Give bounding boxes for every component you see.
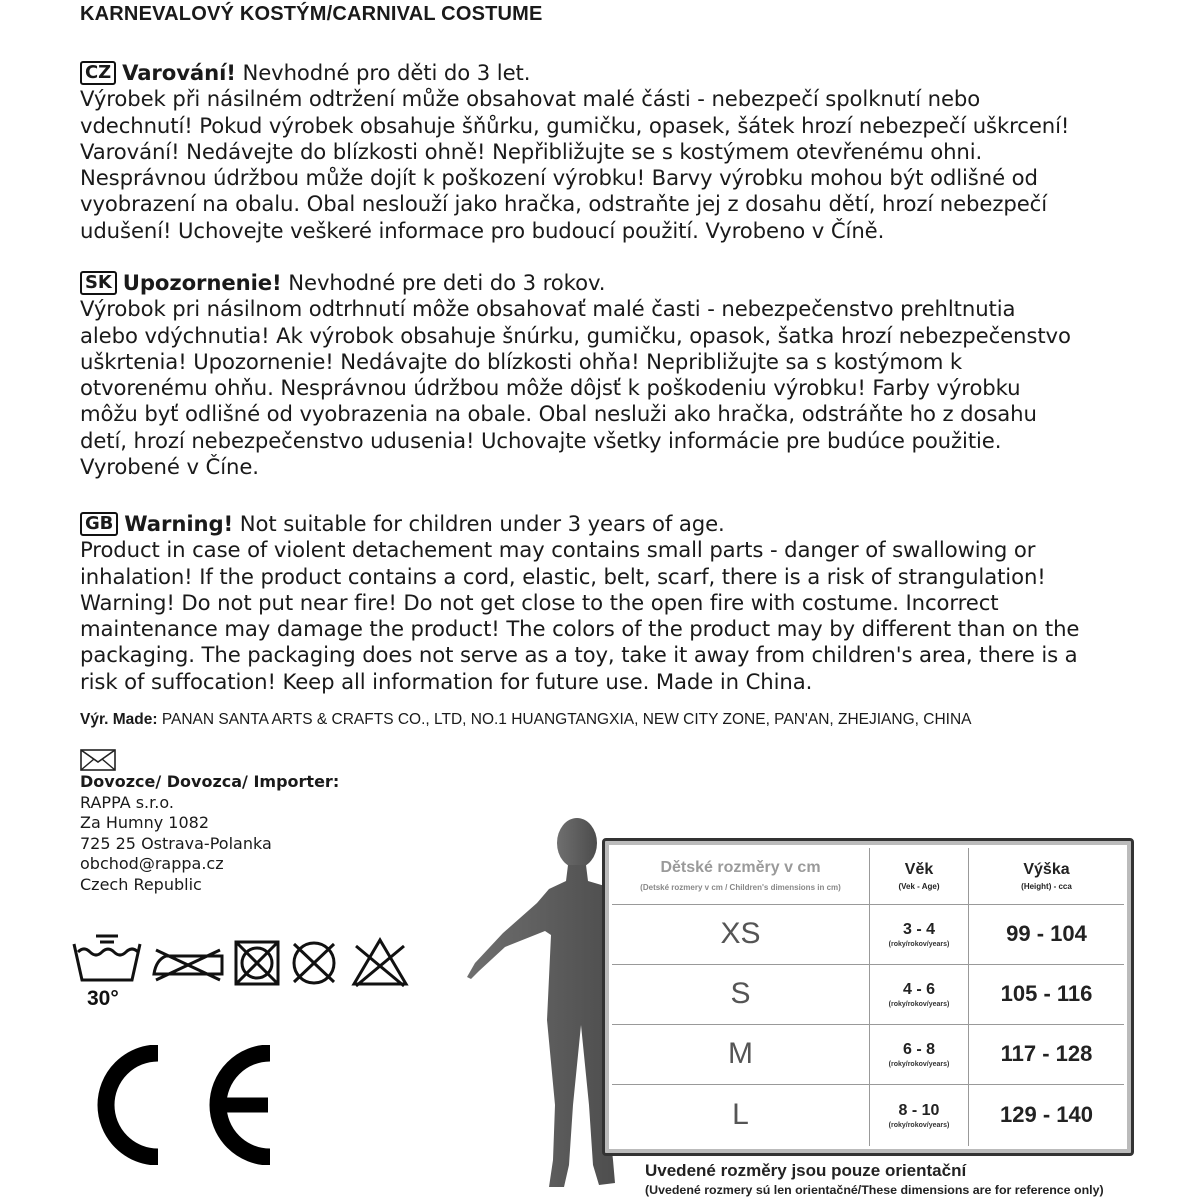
importer-block — [80, 772, 339, 896]
child-silhouette-icon — [465, 815, 625, 1200]
no-tumble-dry-icon — [236, 942, 278, 984]
dimensions-header-label: Dětské rozměry v cm — [660, 859, 821, 877]
warning-text: Not suitable for children under 3 years of age. — [233, 511, 725, 536]
age-cell — [870, 904, 969, 964]
text-line: inhalation! If the product contains a cord, elastic, belt, scarf, there is a risk of strangulation! — [80, 563, 1046, 589]
age-cell — [870, 1024, 969, 1084]
wash-temperature: 30° — [87, 987, 119, 1010]
table-row — [612, 1084, 1124, 1146]
importer-line: Za Humny 1082 — [80, 813, 210, 833]
height-header-label: Výška — [1023, 860, 1070, 878]
age-header-sub: (Vek - Age) — [898, 881, 940, 891]
age-header-label: Věk — [904, 860, 934, 878]
document-title: KARNEVALOVÝ KOSTÝM/CARNIVAL COSTUME — [80, 3, 543, 25]
section-cz — [80, 60, 1160, 244]
importer-email: obchod@rappa.cz — [80, 854, 224, 874]
manufacturer-label: Výr. Made: — [80, 711, 158, 728]
text-line: vyobrazení na obalu. Obal neslouží jako hračka, odstraňte jej z dosahu dětí, hrozí nebezpečí — [80, 191, 1047, 217]
age-value: 3 - 4 — [902, 920, 935, 938]
table-row — [612, 964, 1124, 1024]
size-cell: L — [612, 1084, 870, 1146]
no-dry-clean-icon — [294, 943, 334, 983]
language-flag: SK — [80, 271, 117, 295]
text-line: vdechnutí! Pokud výrobek obsahuje šňůrku, gumičku, opasek, šátek hrozí nebezpečí uškrcení! — [80, 112, 1070, 138]
warning-text: Nevhodné pro děti do 3 let. — [235, 60, 531, 85]
text-line: risk of suffocation! Keep all information for future use. Made in China. — [80, 668, 813, 694]
text-line: Vyrobené v Číne. — [80, 454, 259, 480]
text-line: Warning! Do not put near fire! Do not get close to the open fire with costume. Incorrect — [80, 589, 999, 615]
text-line: Výrobok pri násilnom odtrhnutí môže obsahovať malé časti - nebezpečenstvo prehltnutia — [80, 296, 1016, 322]
height-header — [969, 848, 1125, 904]
warning-word: Varování! — [122, 60, 236, 85]
size-note: Uvedené rozměry jsou pouze orientační — [645, 1161, 967, 1180]
size-cell: S — [612, 964, 870, 1024]
care-symbols-icons — [70, 930, 430, 1015]
text-line: môžu byť odlišné od vyobrazenia na obale. Obal nesluži ako hračka, odstráňte ho z dosahu — [80, 401, 1037, 427]
age-unit: (roky/rokov/years) — [888, 1000, 950, 1008]
age-cell — [870, 1084, 969, 1146]
language-flag: CZ — [80, 61, 116, 85]
height-cell: 105 - 116 — [969, 964, 1125, 1024]
warning-text: Nevhodné pre deti do 3 rokov. — [281, 270, 606, 295]
text-line: maintenance may damage the product! The colors of the product may by different than on the — [80, 616, 1080, 642]
no-iron-icon — [154, 950, 222, 980]
language-flag: GB — [80, 512, 118, 536]
age-cell — [870, 964, 969, 1024]
height-cell: 129 - 140 — [969, 1084, 1125, 1146]
importer-line: 725 25 Ostrava-Polanka — [80, 833, 272, 853]
ce-mark-icon — [80, 1045, 280, 1165]
dimensions-header-sub: (Detské rozmery v cm / Children's dimensions in cm) — [640, 883, 841, 893]
section-gb — [80, 511, 1160, 695]
importer-heading: Dovozce/ Dovozca/ Importer: — [80, 772, 340, 791]
age-value: 8 - 10 — [898, 1101, 940, 1119]
age-unit: (roky/rokov/years) — [888, 1121, 950, 1129]
table-row — [612, 904, 1124, 964]
age-header — [870, 848, 969, 904]
table-row — [612, 1024, 1124, 1084]
envelope-icon — [80, 749, 116, 771]
size-cell: M — [612, 1024, 870, 1084]
manufacturer-line — [80, 711, 972, 729]
manufacturer-text: PANAN SANTA ARTS & CRAFTS CO., LTD, NO.1 HUANGTANGXIA, NEW CITY ZONE, PAN'AN, ZHEJIANG, CHINA — [157, 711, 972, 728]
size-cell: XS — [612, 904, 870, 964]
age-unit: (roky/rokov/years) — [888, 1060, 950, 1068]
height-cell: 99 - 104 — [969, 904, 1125, 964]
warning-word: Warning! — [124, 511, 234, 536]
text-line: udušení! Uchovejte veškeré informace pro budoucí použití. Vyrobeno v Číně. — [80, 217, 885, 243]
section-first-line — [80, 60, 1160, 86]
importer-line: RAPPA s.r.o. — [80, 792, 174, 812]
section-first-line — [80, 270, 1160, 296]
section-first-line — [80, 511, 1160, 537]
text-line: otvorenému ohňu. Nesprávnou údržbou môže dôjsť k poškodeniu výrobku! Farby výrobku — [80, 375, 1021, 401]
text-line: Product in case of violent detachement may contains small parts - danger of swallowing or — [80, 537, 1036, 563]
text-line: Nesprávnou údržbou může dojít k poškození výrobku! Barvy výrobku mohou být odlišné od — [80, 165, 1038, 191]
text-line: Výrobek při násilném odtržení může obsahovat malé části - nebezpečí spolknutí nebo — [80, 86, 981, 112]
wash-basin-icon — [74, 936, 140, 980]
care-symbols — [70, 930, 430, 1019]
age-value: 4 - 6 — [902, 980, 935, 998]
age-unit: (roky/rokov/years) — [888, 940, 950, 948]
size-note-sub: (Uvedené rozmery sú len orientačné/These dimensions are for reference only) — [645, 1183, 1104, 1197]
no-bleach-icon — [354, 940, 406, 986]
height-header-sub: (Height) - cca — [1021, 881, 1072, 891]
warning-word: Upozornenie! — [122, 270, 282, 295]
text-line: detí, hrozí nebezpečenstvo udusenia! Uchovajte všetky informácie pre budúce použitie. — [80, 427, 1002, 453]
size-table — [612, 848, 1124, 1146]
table-header-row — [612, 848, 1124, 904]
dimensions-header — [612, 848, 870, 904]
text-line: packaging. The packaging does not serve as a toy, take it away from children's area, there is a — [80, 642, 1078, 668]
text-line: uškrtenia! Upozornenie! Nedávajte do blízkosti ohňa! Nepribližujte sa s kostýmom k — [80, 348, 963, 374]
importer-line: Czech Republic — [80, 874, 202, 894]
height-cell: 117 - 128 — [969, 1024, 1125, 1084]
text-line: alebo vdýchnutia! Ak výrobok obsahuje šnúrku, gumičku, opasok, šatka hrozí nebezpečenstvo — [80, 322, 1071, 348]
text-line: Varování! Nedávejte do blízkosti ohně! Nepřibližujte se s kostýmem otevřenému ohni. — [80, 138, 983, 164]
section-sk — [80, 270, 1160, 480]
age-value: 6 - 8 — [902, 1040, 935, 1058]
